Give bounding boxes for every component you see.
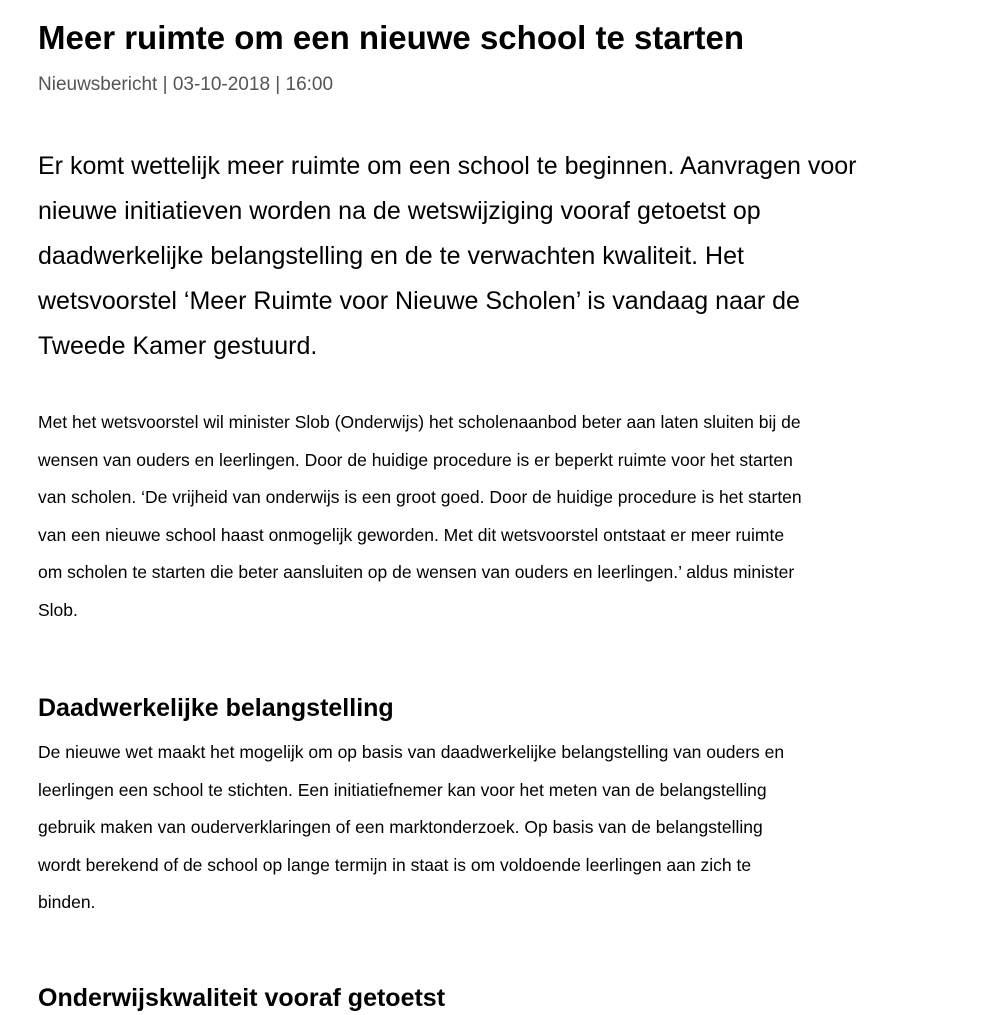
- body-line: Met het wetsvoorstel wil minister Slob (Onderwijs) het scholenaanbod beter aan laten sluiten bij de: [38, 412, 801, 432]
- intro-line: Tweede Kamer gestuurd.: [38, 332, 318, 360]
- section-paragraph: [38, 734, 784, 922]
- body-line: wensen van ouders en leerlingen. Door de huidige procedure is er beperkt ruimte voor het starten: [38, 449, 793, 470]
- article-meta: Nieuwsbericht | 03-10-2018 | 16:00: [38, 74, 334, 95]
- body-line: De nieuwe wet maakt het mogelijk om op basis van daadwerkelijke belangstelling van ouders en: [38, 742, 785, 762]
- body-line: om scholen te starten die beter aansluiten op de wensen van ouders en leerlingen.’ aldus minister: [38, 562, 795, 583]
- intro-line: Er komt wettelijk meer ruimte om een school te beginnen. Aanvragen voor: [38, 152, 857, 180]
- body-line: leerlingen een school te stichten. Een initiatiefnemer kan voor het meten van de belangstelling: [38, 779, 767, 800]
- body-line: wordt berekend of de school op lange termijn in staat is om voldoende leerlingen aan zich te: [38, 854, 752, 875]
- intro-paragraph: [38, 144, 856, 369]
- page-title: Meer ruimte om een nieuwe school te starten: [38, 19, 745, 56]
- section-heading: Daadwerkelijke belangstelling: [38, 694, 394, 722]
- body-line: Slob.: [38, 599, 78, 620]
- body-line: gebruik maken van ouderverklaringen of een marktonderzoek. Op basis van de belangstelling: [38, 817, 763, 838]
- body-paragraph: [38, 404, 802, 630]
- body-line: binden.: [38, 892, 96, 913]
- intro-line: nieuwe initiatieven worden na de wetswijziging vooraf getoetst op: [38, 197, 761, 225]
- section-heading: Onderwijskwaliteit vooraf getoetst: [38, 984, 446, 1012]
- body-line: van een nieuwe school haast onmogelijk geworden. Met dit wetsvoorstel ontstaat er meer ruimte: [38, 524, 785, 545]
- body-line: van scholen. ‘De vrijheid van onderwijs is een groot goed. Door de huidige procedure is het starten: [38, 487, 802, 508]
- intro-line: daadwerkelijke belangstelling en de te verwachten kwaliteit. Het: [38, 242, 744, 270]
- intro-line: wetsvoorstel ‘Meer Ruimte voor Nieuwe Scholen’ is vandaag naar de: [38, 287, 800, 315]
